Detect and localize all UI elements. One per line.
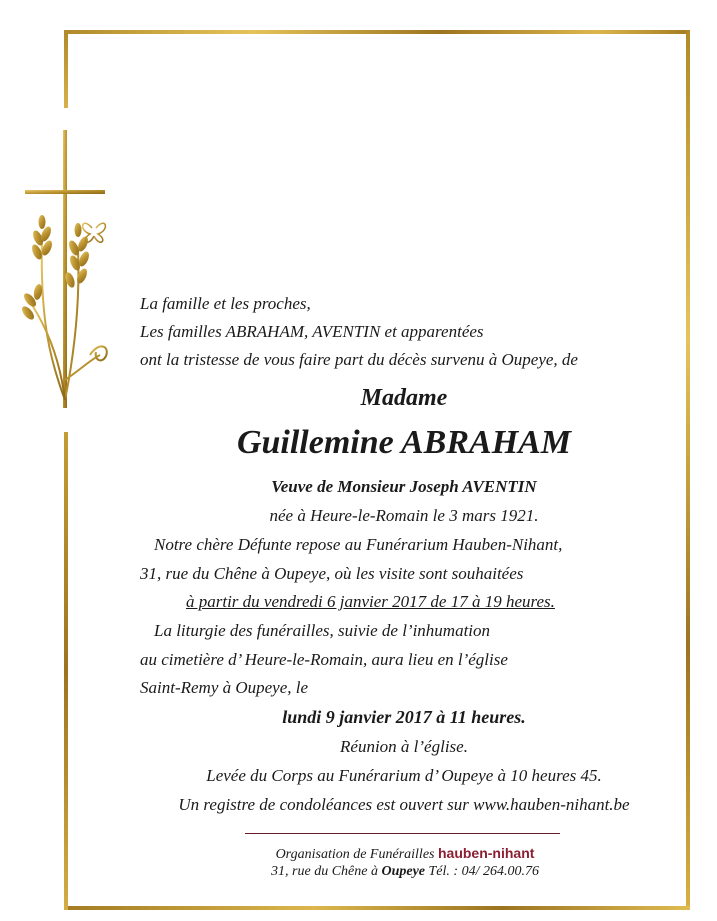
title-madame: Madame bbox=[360, 385, 448, 411]
cross-wheat-emblem-icon bbox=[20, 130, 120, 410]
intro-line-2: Les familles ABRAHAM, AVENTIN et apparentées bbox=[140, 322, 484, 341]
liturgy-line-3: Saint-Remy à Oupeye, le bbox=[140, 678, 309, 697]
visit-hours: à partir du vendredi 6 janvier 2017 de 17 à 19 heures. bbox=[186, 592, 555, 611]
footer-address-town: Oupeye bbox=[381, 864, 426, 879]
footer-divider bbox=[245, 833, 560, 834]
condolence-register: Un registre de condoléances est ouvert sur www.hauben-nihant.be bbox=[178, 795, 630, 814]
butterfly-icon bbox=[83, 223, 106, 242]
frame-left-lower bbox=[64, 432, 68, 910]
meeting-info: Réunion à l’église. bbox=[340, 737, 468, 756]
birth-info: née à Heure-le-Romain le 3 mars 1921. bbox=[269, 506, 539, 525]
footer-address-prefix: 31, rue du Chêne à bbox=[271, 864, 378, 879]
visit-line-1: Notre chère Défunte repose au Funérarium Hauben-Nihant, bbox=[154, 535, 563, 554]
widow-of: Veuve de Monsieur Joseph AVENTIN bbox=[271, 477, 537, 496]
intro-line-1: La famille et les proches, bbox=[140, 294, 311, 313]
departure-info: Levée du Corps au Funérarium d’ Oupeye à 10 heures 45. bbox=[206, 766, 602, 785]
ceremony-date: lundi 9 janvier 2017 à 11 heures. bbox=[282, 707, 526, 727]
footer-phone: Tél. : 04/ 264.00.76 bbox=[428, 864, 539, 879]
frame-right bbox=[686, 30, 690, 910]
footer-address bbox=[240, 862, 570, 882]
visit-line-2: 31, rue du Chêne à Oupeye, où les visite sont souhaitées bbox=[140, 564, 524, 583]
brand-logo: hauben-nihant bbox=[437, 845, 535, 861]
liturgy-line-2: au cimetière d’ Heure-le-Romain, aura lieu en l’église bbox=[140, 650, 508, 669]
deceased-name: Guillemine ABRAHAM bbox=[236, 424, 572, 461]
frame-left-upper bbox=[64, 30, 68, 108]
liturgy-line-1: La liturgie des funérailles, suivie de l’inhumation bbox=[154, 621, 491, 640]
footer-org-prefix: Organisation de Funérailles bbox=[275, 847, 435, 862]
intro-line-3: ont la tristesse de vous faire part du décès survenu à Oupeye, de bbox=[140, 350, 578, 369]
frame-bottom bbox=[64, 906, 690, 910]
frame-top bbox=[64, 30, 690, 34]
